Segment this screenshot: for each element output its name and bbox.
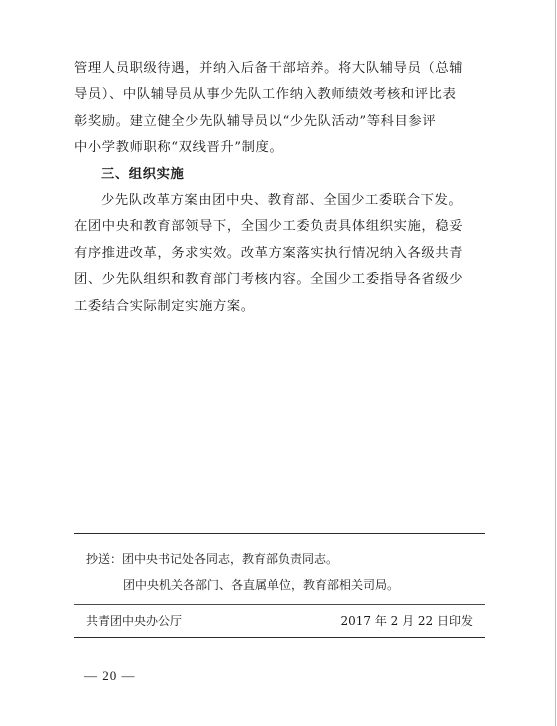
issue-date: 2017 年 2 月 22 日印发 [340, 614, 473, 628]
text-line: 有序推进改革，务求实效。改革方案落实执行情况纳入各级共青 [74, 245, 464, 261]
paragraph-organization [74, 188, 488, 320]
issuer-name: 共青团中央办公厅 [86, 614, 183, 628]
section-heading: 三、组织实施 [101, 166, 185, 182]
document-body [74, 56, 488, 320]
text-line: 导员）、中队辅导员从事少先队工作纳入教师绩效考核和评比表 [74, 87, 457, 103]
text-line: 工委结合实际制定实施方案。 [74, 298, 255, 314]
cc-block [74, 534, 485, 604]
text-line: 在团中央和教育部领导下，全国少工委负责具体组织实施，稳妥 [74, 219, 464, 235]
cc-line-1: 抄送：团中央书记处各同志，教育部负责同志。 [86, 552, 339, 566]
footer-bottom-rule [74, 637, 485, 638]
text-line: 少先队改革方案由团中央、教育部、全国少工委联合下发。 [101, 193, 463, 209]
cc-line-2: 团中央机关各部门、各直属单位，教育部相关司局。 [123, 578, 400, 592]
text-line: 团、少先队组织和教育部门考核内容。全国少工委指导各省级少 [74, 272, 464, 288]
paragraph-continued [74, 56, 488, 162]
text-line: 中小学教师职称“双线晋升”制度。 [74, 140, 284, 156]
page-number: — 20 — [84, 668, 136, 683]
text-line: 管理人员职级待遇，并纳入后备干部培养。将大队辅导员（总辅 [74, 61, 464, 76]
text-line: 彰奖励。建立健全少先队辅导员以“少先队活动”等科目参评 [74, 113, 437, 129]
document-footer [74, 533, 485, 638]
issuer-row [74, 605, 485, 637]
